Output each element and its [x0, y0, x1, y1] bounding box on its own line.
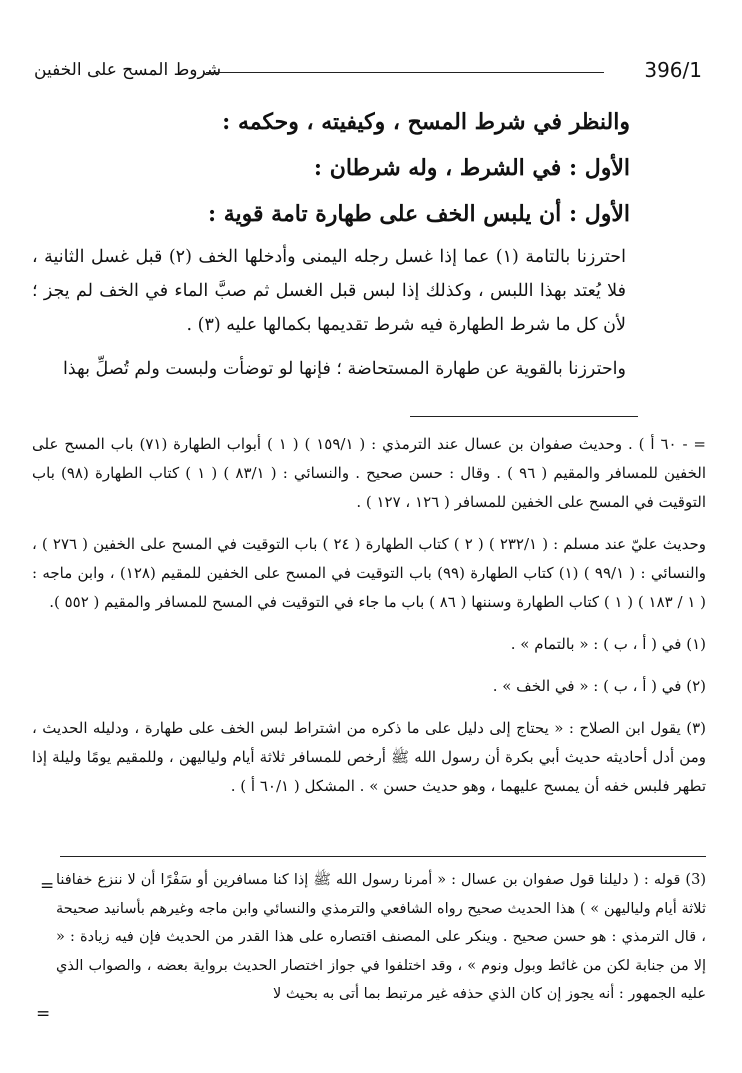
- continuation-mark-start: =: [40, 876, 55, 896]
- footnote-3: (٣) يقول ابن الصلاح : « يحتاج إلى دليل على ما ذكره من اشتراط لبس الخف على طهارة ، ودليله الحديث ، ومن أدل أحاديثه حديث أبي بكرة أن رسول الله ﷺ أرخص للمسافر ثلاثة أيام ولياليهن ، وللمقيم يومًا وليلة إذا تطهر فلبس خفه أن يمسح عليهما ، وهو حديث حسن » . المشكل ( ٦٠/١ أ ) .: [32, 719, 706, 795]
- header-rule: [206, 72, 604, 73]
- heading-first-condition: الأول : في الشرط ، وله شرطان :: [313, 155, 630, 181]
- heading-topic: والنظر في شرط المسح ، وكيفيته ، وحكمه :: [222, 109, 630, 135]
- paragraph-complete: احترزنا بالتامة (١) عما إذا غسل رجله اليمنى وأدخلها الخف (٢) قبل غسل الثانية ، فلا يُعتد بهذا اللبس ، وكذلك إذا لبس قبل الغسل ثم صبَّ الماء في الخف لم يجز ؛ لأن كل ما شرط الطهارة فيه شرط تقديمها بكمالها عليه (٣) .: [32, 247, 626, 335]
- continuation-mark-end: =: [36, 1004, 51, 1024]
- heading-complete-purity: الأول : أن يلبس الخف على طهارة تامة قوية :: [207, 201, 630, 227]
- section-headings: [70, 100, 630, 238]
- main-text: [32, 240, 626, 396]
- footnote-1: (١) في ( أ ، ب ) : « بالتمام » .: [510, 635, 706, 653]
- running-header: [34, 56, 702, 86]
- footnote-safwan: = - ٦٠ أ ) . وحديث صفوان بن عسال عند الترمذي : ( ١٥٩/١ ) ( ١ ) أبواب الطهارة (٧١) باب المسح على الخفين للمسافر والمقيم ( ٩٦ ) . وقال : حسن صحيح . والنسائي : ( ٨٣/١ ) ( ١ ) كتاب الطهارة (٩٨) باب التوقيت في المسح على الخفين للمسافر ( ١٢٦ ، ١٢٧ ) .: [32, 435, 706, 511]
- running-title: شروط المسح على الخفين: [34, 60, 222, 80]
- commentary-separator: [60, 856, 706, 857]
- footnote-separator: [410, 416, 638, 417]
- page-number: 396/1: [644, 58, 702, 82]
- commentary-note-3: (3) قوله : ( دليلنا قول صفوان بن عسال : « أمرنا رسول الله ﷺ إذا كنا مسافرين أو سَفْرًا أن لا ننزع خفافنا ثلاثة أيام ولياليهن » ) هذا الحديث صحيح رواه الشافعي والترمذي والنسائي وابن ماجه وغيرهم بأسانيد صحيحة ، قال الترمذي : هو حسن صحيح . وينكر على المصنف اقتصاره على هذا القدر من الحديث فإن فيه زيادة : « إلا من جنابة لكن من غائط وبول ونوم » ، وقد اختلفوا في جواز اختصار الحديث برواية بعضه ، والصواب الذي عليه الجمهور : أنه يجوز إن كان الذي حذفه غير مرتبط بما أتى به بحيث لا: [56, 872, 706, 1002]
- footnote-ali: وحديث عليّ عند مسلم : ( ٢٣٢/١ ) ( ٢ ) كتاب الطهارة ( ٢٤ ) باب التوقيت في المسح على الخفين ( ٢٧٦ ) ، والنسائي : ( ٩٩/١ ) (١) كتاب الطهارة (٩٩) باب التوقيت في المسح على الخفين للمقيم (١٢٨) ، وابن ماجه : ( ١ / ١٨٣ ) ( ١ ) كتاب الطهارة وسننها ( ٨٦ ) باب ما جاء في التوقيت في المسح للمسافر والمقيم ( ٥٥٢ ).: [32, 535, 706, 611]
- footnotes: [32, 430, 706, 814]
- commentary: [56, 866, 706, 1009]
- paragraph-strong: واحترزنا بالقوية عن طهارة المستحاضة ؛ فإنها لو توضأت ولبست ولم تُصلِّ بهذا: [63, 359, 626, 379]
- footnote-2: (٢) في ( أ ، ب ) : « في الخف » .: [492, 677, 706, 695]
